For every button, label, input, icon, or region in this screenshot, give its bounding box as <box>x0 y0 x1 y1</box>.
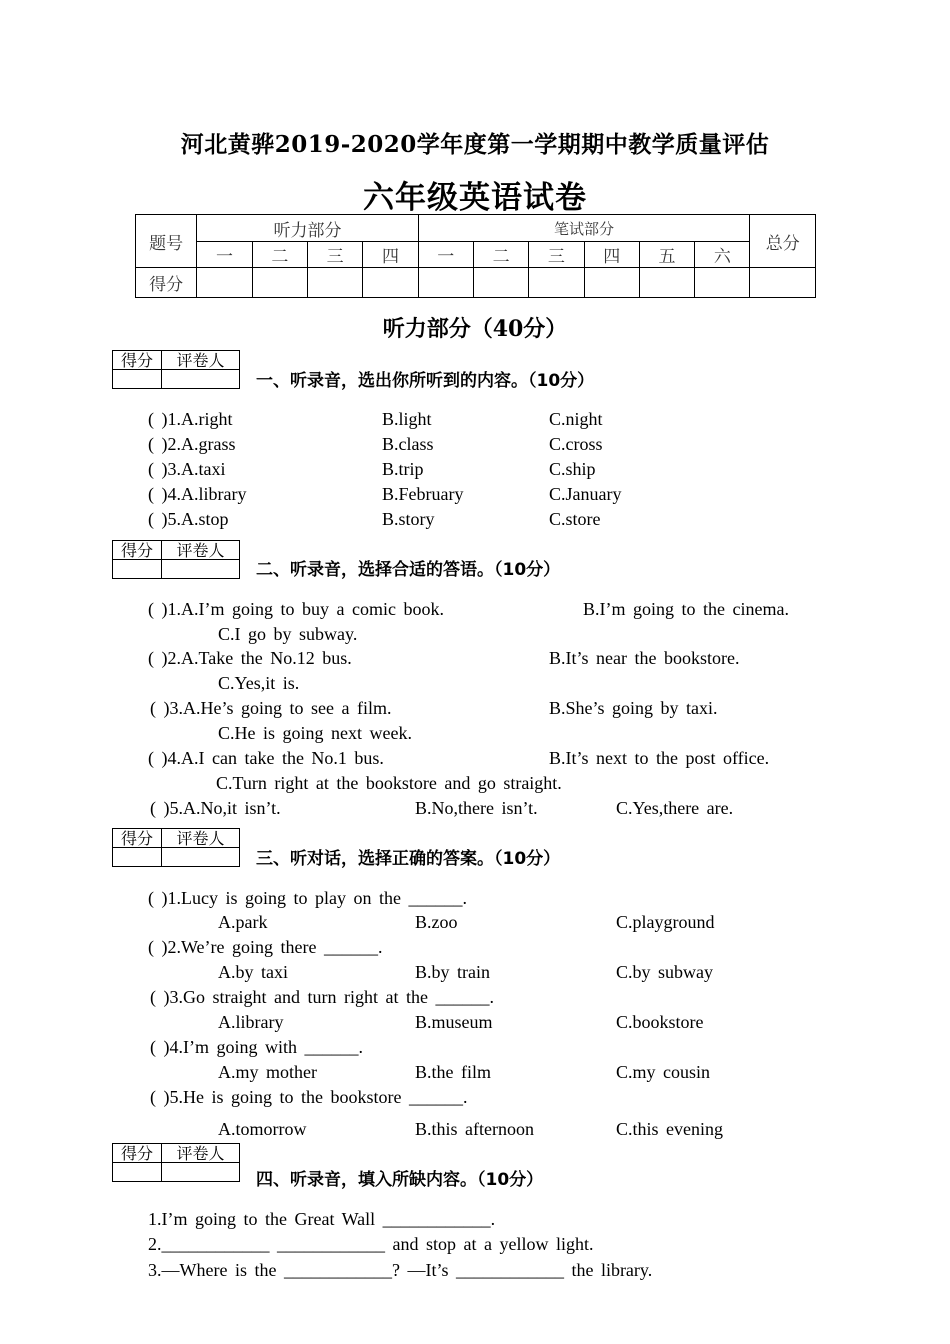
option-c: C.January <box>549 484 622 504</box>
score-cell[interactable] <box>363 268 418 298</box>
grader-name-label: 评卷人 <box>162 351 240 370</box>
fill-line: 3.—Where is the ____________? —It’s ____________ the library. <box>148 1260 653 1280</box>
score-cell[interactable] <box>695 268 750 298</box>
question-line: ( )1.A.right <box>148 409 233 429</box>
question-line: ( )3.A.taxi <box>148 459 226 479</box>
option-a: A.park <box>218 912 268 932</box>
listening-col: 二 <box>252 242 307 268</box>
grader-score-cell[interactable] <box>113 370 162 389</box>
option-b: B.zoo <box>415 912 458 932</box>
part4-title: 四、听录音，填入所缺内容。（10分） <box>256 1170 544 1190</box>
total-label: 总分 <box>750 215 816 268</box>
grader-box <box>112 1143 240 1182</box>
option-c: C.Turn right at the bookstore and go straight. <box>216 773 562 793</box>
option-c: C.I go by subway. <box>218 624 358 644</box>
grader-score-cell[interactable] <box>113 848 162 867</box>
question-line: ( )2.A.grass <box>148 434 236 454</box>
option-a: A.library <box>218 1012 284 1032</box>
option-c: C.Yes,it is. <box>218 673 300 693</box>
grader-box <box>112 350 240 389</box>
score-cell[interactable] <box>584 268 639 298</box>
question-line: ( )4.A.I can take the No.1 bus. <box>148 748 384 768</box>
option-b: B.I’m going to the cinema. <box>583 599 789 619</box>
part1-title: 一、听录音，选出你所听到的内容。（10分） <box>256 371 595 391</box>
listening-col: 三 <box>307 242 362 268</box>
score-cell[interactable] <box>197 268 252 298</box>
grader-score-label: 得分 <box>113 351 162 370</box>
score-cell[interactable] <box>639 268 694 298</box>
score-cell[interactable] <box>529 268 584 298</box>
total-cell[interactable] <box>750 268 816 298</box>
option-b: B.It’s near the bookstore. <box>549 648 740 668</box>
score-cell[interactable] <box>307 268 362 298</box>
q-label: 题号 <box>136 215 197 268</box>
option-b: B.February <box>382 484 464 504</box>
listening-section-title: 听力部分（40分） <box>382 316 568 342</box>
option-b: B.light <box>382 409 432 429</box>
option-c: C.store <box>549 509 601 529</box>
question-line: ( )3.Go straight and turn right at the ______. <box>150 987 494 1007</box>
writing-col: 六 <box>695 242 750 268</box>
grader-box <box>112 540 240 579</box>
grader-name-label: 评卷人 <box>162 829 240 848</box>
grader-score-label: 得分 <box>113 541 162 560</box>
option-b: B.museum <box>415 1012 493 1032</box>
option-b: B.by train <box>415 962 490 982</box>
grader-name-cell[interactable] <box>162 560 240 579</box>
question-line: ( )1.Lucy is going to play on the ______. <box>148 888 467 908</box>
fill-line: 2.____________ ____________ and stop at a yellow light. <box>148 1234 594 1254</box>
listening-header: 听力部分 <box>197 215 418 242</box>
option-b: B.story <box>382 509 435 529</box>
option-b: B.It’s next to the post office. <box>549 748 770 768</box>
grader-score-cell[interactable] <box>113 1163 162 1182</box>
question-line: ( )2.A.Take the No.12 bus. <box>148 648 352 668</box>
question-line: ( )1.A.I’m going to buy a comic book. <box>148 599 444 619</box>
score-label: 得分 <box>136 268 197 298</box>
listening-col: 四 <box>363 242 418 268</box>
option-c: C.my cousin <box>616 1062 711 1082</box>
option-b: B.class <box>382 434 434 454</box>
question-line: ( )4.A.library <box>148 484 247 504</box>
option-b: B.this afternoon <box>415 1119 534 1139</box>
option-c: C.Yes,there are. <box>616 798 734 818</box>
score-cell[interactable] <box>473 268 528 298</box>
listening-col: 一 <box>197 242 252 268</box>
part3-title: 三、听对话，选择正确的答案。（10分） <box>256 849 561 869</box>
score-cell[interactable] <box>252 268 307 298</box>
exam-subtitle: 六年级英语试卷 <box>363 180 587 216</box>
writing-col: 四 <box>584 242 639 268</box>
question-line: ( )5.A.No,it isn’t. <box>150 798 281 818</box>
option-c: C.playground <box>616 912 715 932</box>
option-c: C.by subway <box>616 962 713 982</box>
option-a: A.my mother <box>218 1062 317 1082</box>
grader-box <box>112 828 240 867</box>
grader-name-label: 评卷人 <box>162 541 240 560</box>
option-b: B.No,there isn’t. <box>415 798 538 818</box>
option-c: C.night <box>549 409 603 429</box>
grader-score-label: 得分 <box>113 829 162 848</box>
grader-score-cell[interactable] <box>113 560 162 579</box>
option-a: A.by taxi <box>218 962 288 982</box>
grader-score-label: 得分 <box>113 1144 162 1163</box>
part2-title: 二、听录音，选择合适的答语。（10分） <box>256 560 561 580</box>
writing-header: 笔试部分 <box>418 215 750 242</box>
writing-col: 五 <box>639 242 694 268</box>
option-c: C.bookstore <box>616 1012 704 1032</box>
grader-name-cell[interactable] <box>162 1163 240 1182</box>
option-c: C.ship <box>549 459 596 479</box>
question-line: ( )4.I’m going with ______. <box>150 1037 363 1057</box>
grader-name-label: 评卷人 <box>162 1144 240 1163</box>
option-b: B.She’s going by taxi. <box>549 698 718 718</box>
writing-col: 三 <box>529 242 584 268</box>
question-line: ( )5.A.stop <box>148 509 229 529</box>
option-b: B.the film <box>415 1062 491 1082</box>
question-line: ( )2.We’re going there ______. <box>148 937 383 957</box>
option-b: B.trip <box>382 459 424 479</box>
option-c: C.cross <box>549 434 603 454</box>
question-line: ( )3.A.He’s going to see a film. <box>150 698 392 718</box>
option-a: A.tomorrow <box>218 1119 307 1139</box>
grader-name-cell[interactable] <box>162 848 240 867</box>
question-line: ( )5.He is going to the bookstore ______. <box>150 1087 468 1107</box>
writing-col: 二 <box>473 242 528 268</box>
option-c: C.this evening <box>616 1119 723 1139</box>
score-cell[interactable] <box>418 268 473 298</box>
score-table <box>135 214 816 298</box>
writing-col: 一 <box>418 242 473 268</box>
fill-line: 1.I’m going to the Great Wall ____________. <box>148 1209 496 1229</box>
exam-title: 河北黄骅2019-2020学年度第一学期期中教学质量评估 <box>180 131 770 158</box>
option-c: C.He is going next week. <box>218 723 412 743</box>
grader-name-cell[interactable] <box>162 370 240 389</box>
